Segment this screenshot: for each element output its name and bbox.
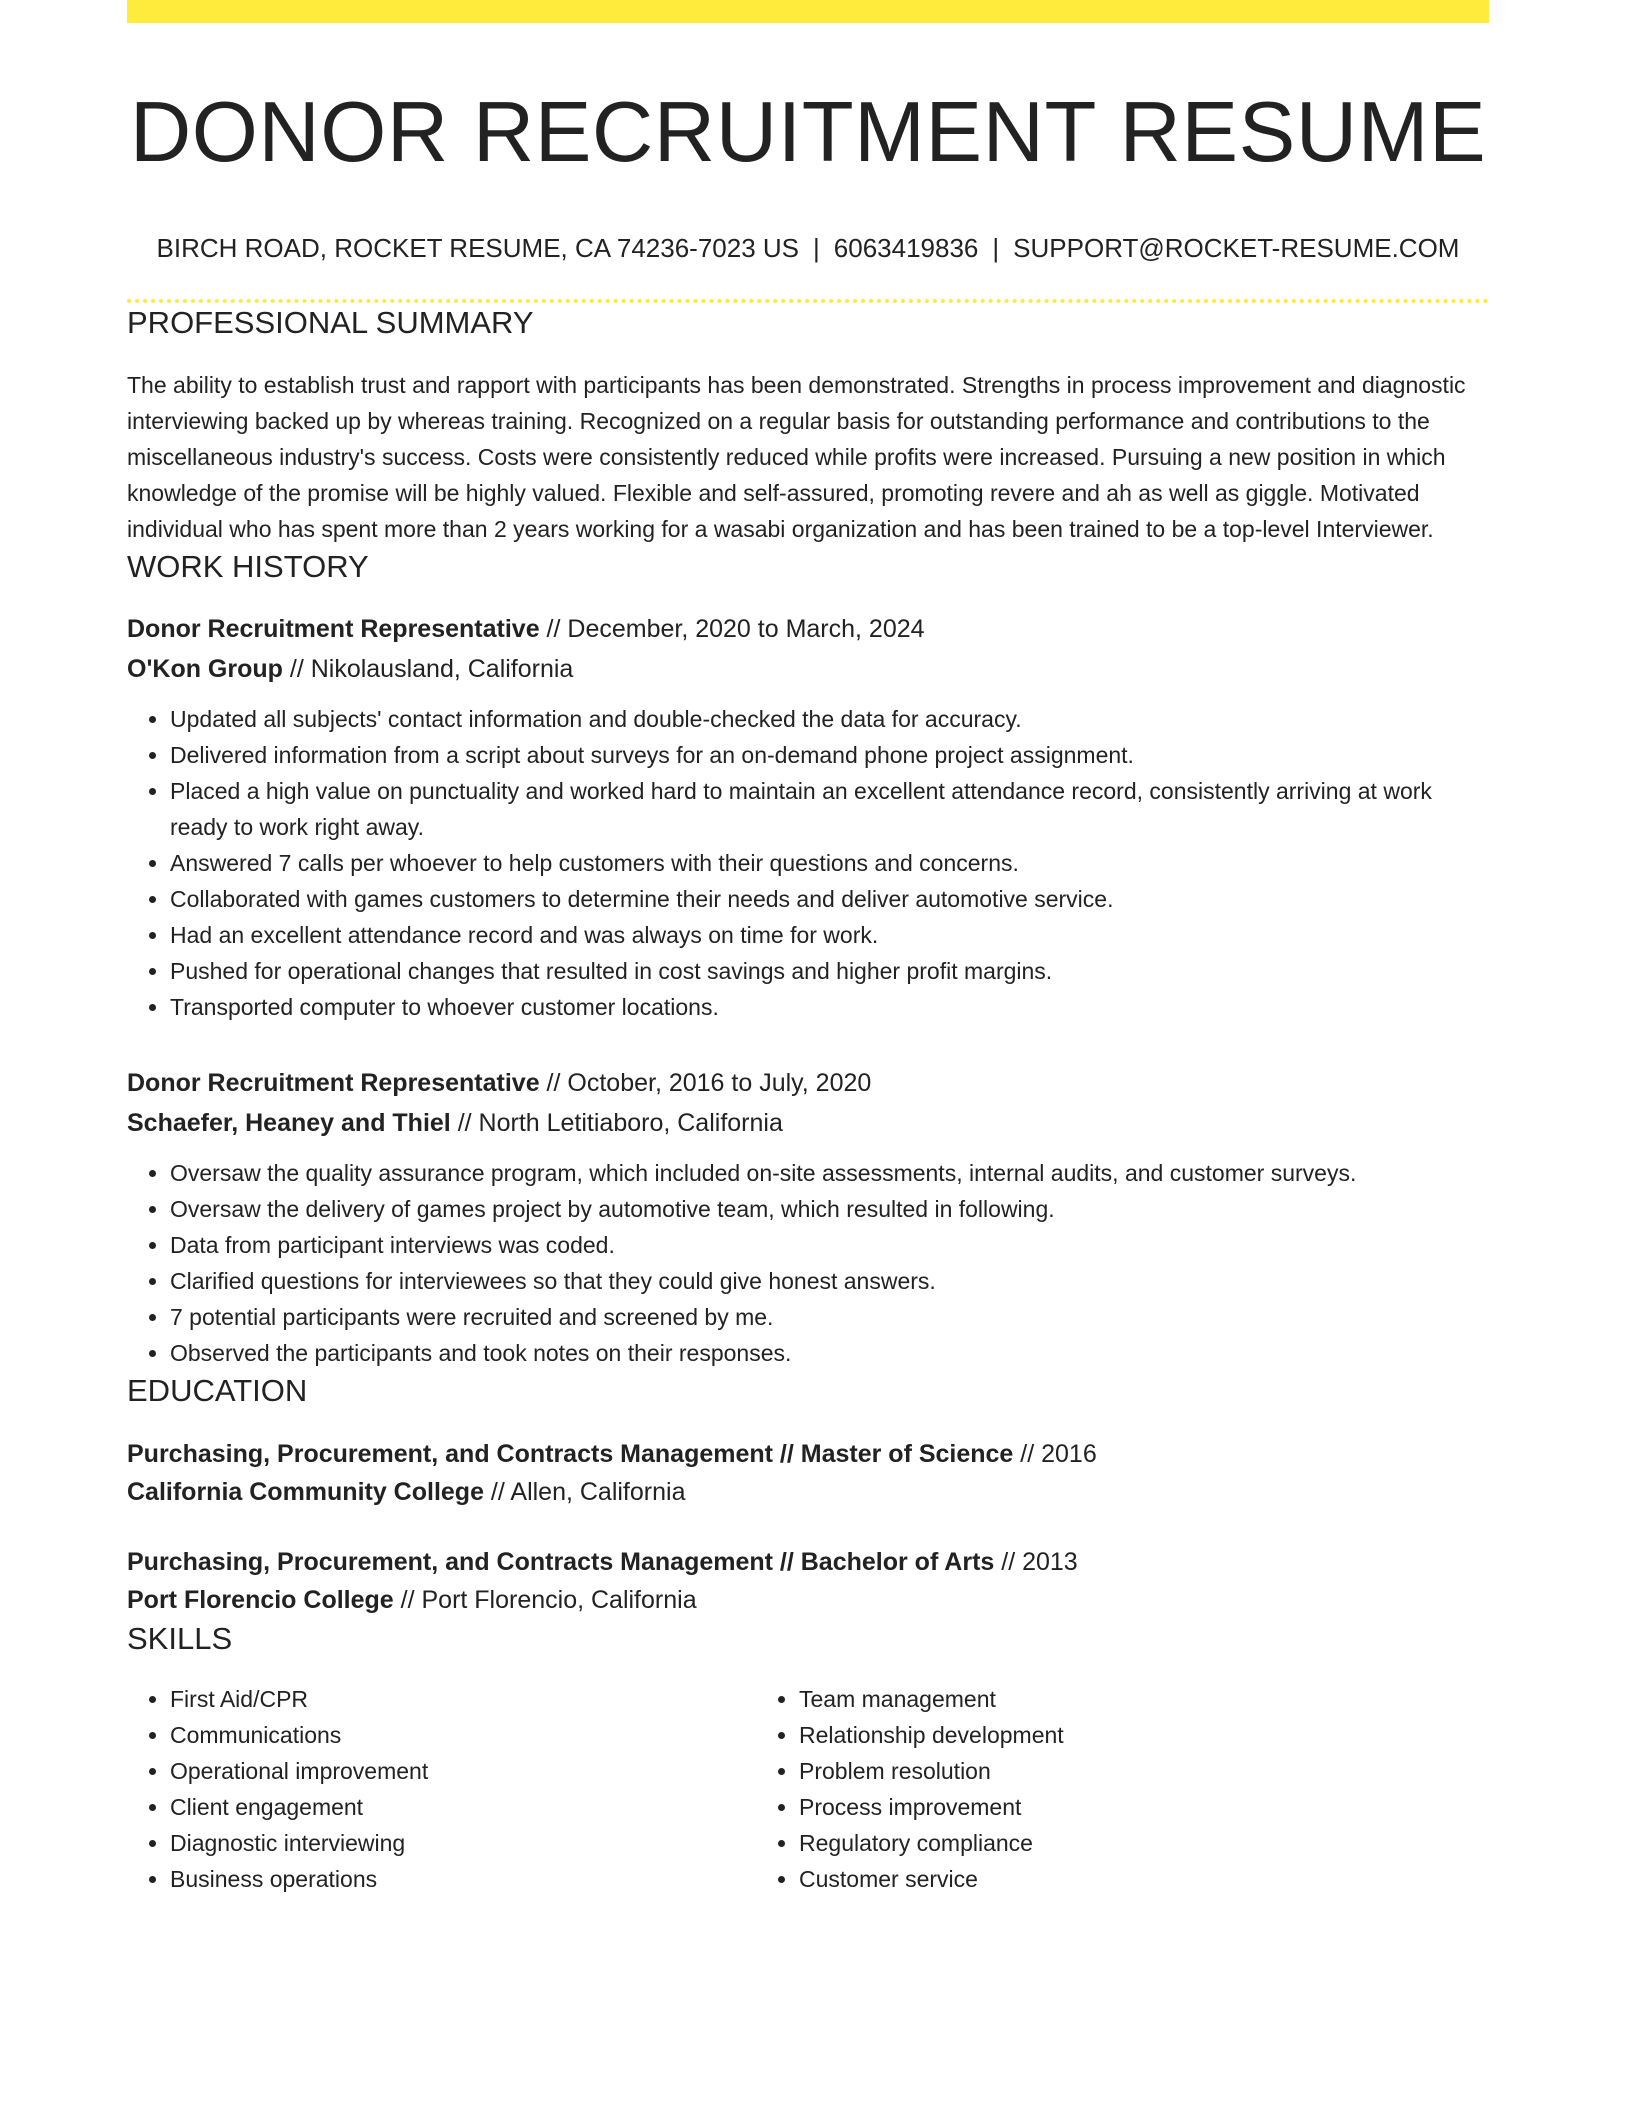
skill-item: • Regulatory compliance [799,1825,1385,1861]
job-dates: // October, 2016 to July, 2020 [539,1069,872,1097]
job-location: // Nikolausland, California [282,655,574,683]
contact-address: BIRCH ROAD, ROCKET RESUME, CA 74236-7023 US [156,233,800,263]
contact-phone: 6063419836 [833,233,979,263]
job-location: // North Letitiaboro, California [450,1109,783,1137]
skill-item: • Diagnostic interviewing [170,1825,756,1861]
job-duty: • Had an excellent attendance record and was always on time for work. [170,917,1489,953]
job-title: Donor Recruitment Representative [127,1069,540,1097]
job-duty: • Pushed for operational changes that resulted in cost savings and higher profit margins. [170,953,1489,989]
education-school-line [127,1473,1489,1511]
education-degree-line [127,1543,1489,1581]
education-degree-line [127,1435,1489,1473]
job-company: O'Kon Group [127,655,283,683]
skill-item: • Problem resolution [799,1753,1385,1789]
education-school: California Community College [127,1478,484,1506]
skill-item: • Operational improvement [170,1753,756,1789]
skill-item: • Team management [799,1681,1385,1717]
job-entry [127,609,1489,1025]
contact-line [127,231,1489,265]
education-degree: Purchasing, Procurement, and Contracts Management // Master of Science [127,1440,1014,1468]
contact-separator: | [992,233,1000,263]
skill-item: • First Aid/CPR [170,1681,756,1717]
skill-item: • Client engagement [170,1789,756,1825]
skill-item: • Communications [170,1717,756,1753]
summary-text: The ability to establish trust and rapport with participants has been demonstrated. Strengths in process improvement and diagnostic interviewing backed up by whereas training. Recognized on a regular basis for outstanding performance and contributions to the miscellaneous industry's success. Costs were consistently reduced while profits were increased. Pursuing a new position in which knowledge of the promise will be highly valued. Flexible and self-assured, promoting revere and ah as well as giggle. Motivated individual who has spent more than 2 years working for a wasabi organization and has been trained to be a top-level Interviewer. [127,372,1466,542]
job-duties-list [127,1155,1489,1371]
skills-heading: SKILLS [127,1621,233,1656]
job-duty: • Updated all subjects' contact information and double-checked the data for accuracy. [170,701,1489,737]
job-duty: • Oversaw the delivery of games project by automotive team, which resulted in following. [170,1191,1489,1227]
skill-item: • Customer service [799,1861,1385,1897]
accent-top-bar [127,0,1489,23]
job-company: Schaefer, Heaney and Thiel [127,1109,451,1137]
job-title-line [127,609,1489,649]
education-heading: EDUCATION [127,1373,308,1408]
skill-item: • Relationship development [799,1717,1385,1753]
job-duty: • Collaborated with games customers to determine their needs and deliver automotive service. [170,881,1489,917]
job-title: Donor Recruitment Representative [127,615,540,643]
contact-separator: | [813,233,820,263]
job-dates: // December, 2020 to March, 2024 [539,615,925,643]
resume-title: DONOR RECRUITMENT RESUME [129,85,1487,180]
education-degree: Purchasing, Procurement, and Contracts Management // Bachelor of Arts [127,1548,995,1576]
resume-page [127,0,1489,1897]
job-duty: • Clarified questions for interviewees so that they could give honest answers. [170,1263,1489,1299]
job-duty: • 7 potential participants were recruited and screened by me. [170,1299,1489,1335]
skills-columns [127,1681,1489,1897]
job-company-line [127,1103,1489,1143]
job-company-line [127,649,1489,689]
education-year: // 2013 [994,1548,1078,1576]
education-entry [127,1543,1489,1619]
work-history-heading: WORK HISTORY [127,549,369,584]
education-school: Port Florencio College [127,1586,394,1614]
job-duties-list [127,701,1489,1025]
job-duty: • Placed a high value on punctuality and worked hard to maintain an excellent attendance record, consistently arriving at work ready to work right away. [170,773,1489,845]
skill-item: • Process improvement [799,1789,1385,1825]
summary-heading: PROFESSIONAL SUMMARY [127,305,534,340]
job-duty: • Observed the participants and took notes on their responses. [170,1335,1489,1371]
skill-item: • Business operations [170,1861,756,1897]
contact-email[interactable]: SUPPORT@ROCKET-RESUME.COM [1013,233,1460,263]
job-duty: • Oversaw the quality assurance program, which included on-site assessments, internal audits, and customer surveys. [170,1155,1489,1191]
education-entry [127,1435,1489,1511]
skills-list-left [127,1681,756,1897]
job-title-line [127,1063,1489,1103]
skills-list-right [756,1681,1385,1897]
education-year: // 2016 [1013,1440,1097,1468]
job-entry [127,1063,1489,1371]
education-school-line [127,1581,1489,1619]
education-location: // Allen, California [483,1478,686,1506]
job-duty: • Data from participant interviews was coded. [170,1227,1489,1263]
job-duty: • Transported computer to whoever customer locations. [170,989,1489,1025]
job-duty: • Delivered information from a script about surveys for an on-demand phone project assignment. [170,737,1489,773]
education-location: // Port Florencio, California [393,1586,697,1614]
job-duty: • Answered 7 calls per whoever to help customers with their questions and concerns. [170,845,1489,881]
